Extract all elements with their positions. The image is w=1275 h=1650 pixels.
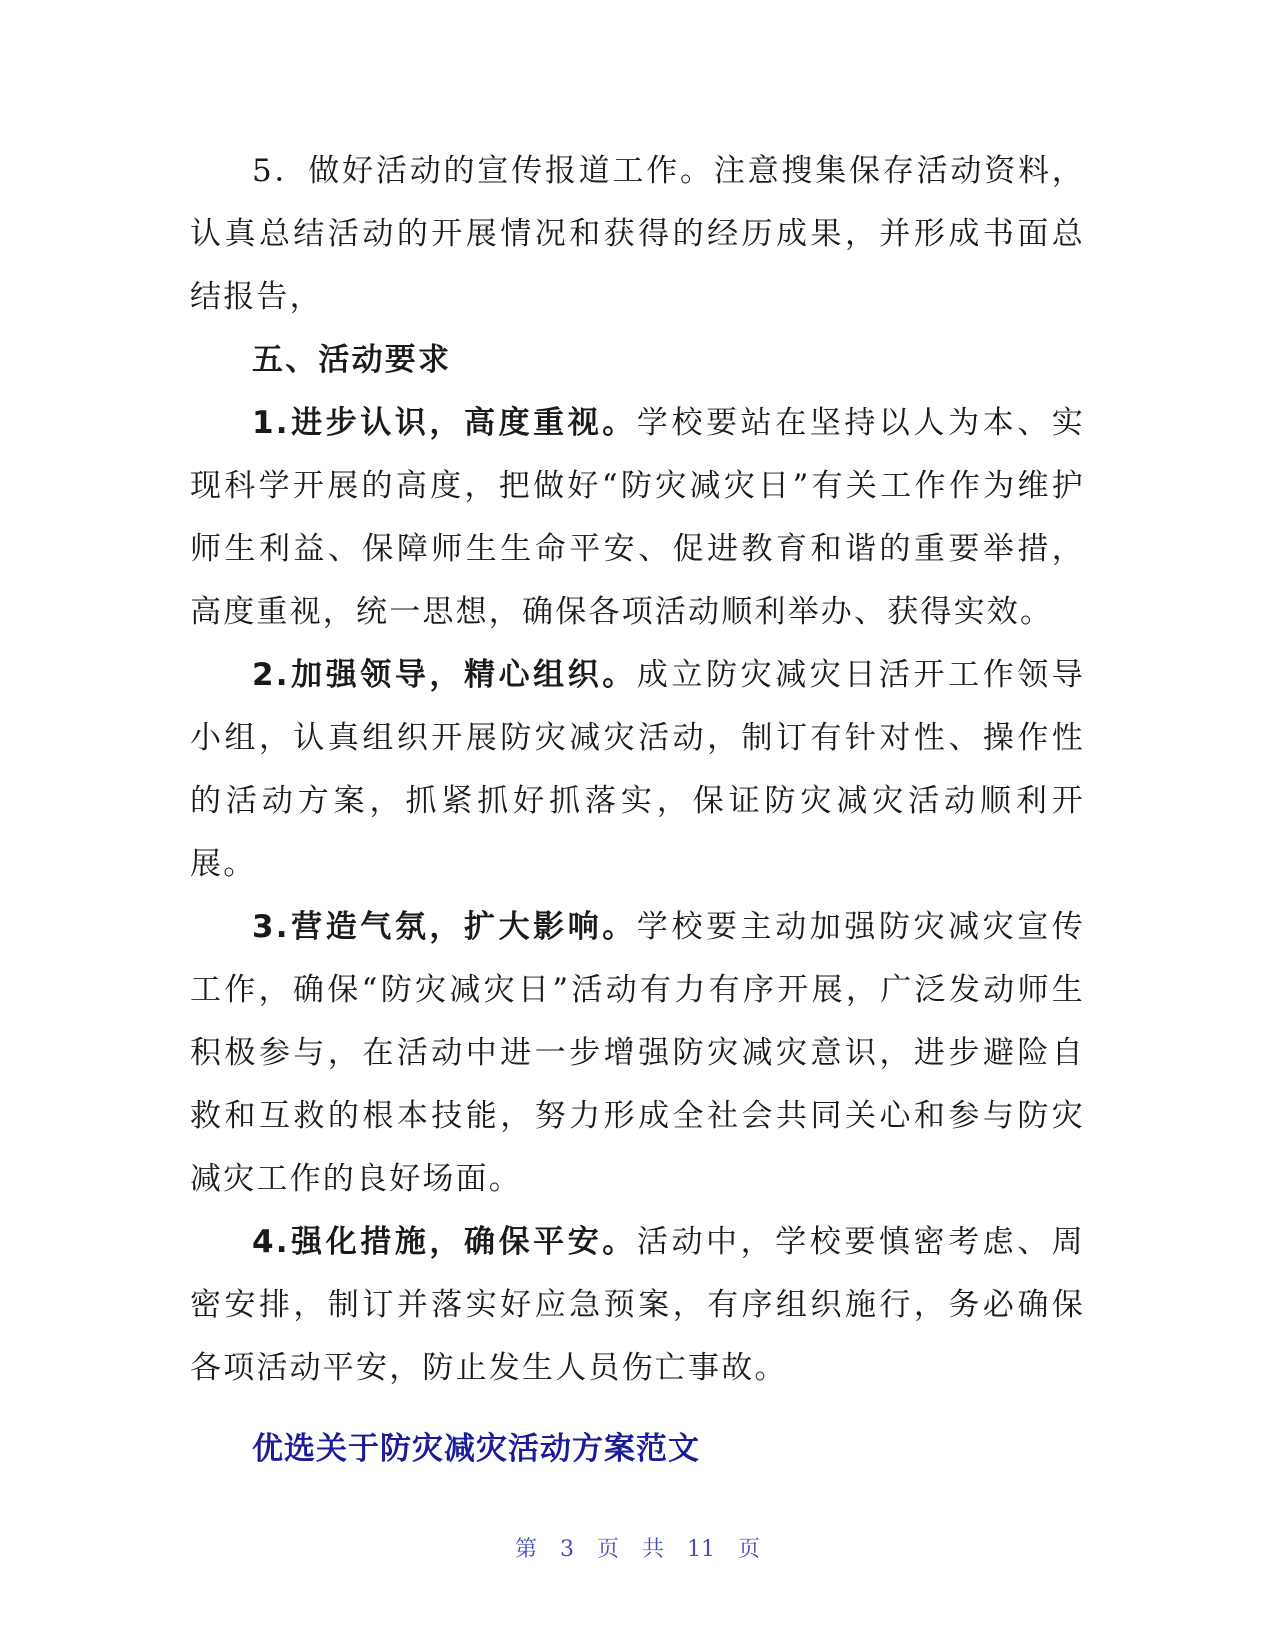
requirement-3-lead: 3.营造气氛，扩大影响。 (252, 909, 637, 945)
requirement-2 (190, 644, 1085, 896)
section-heading: 五、活动要求 (252, 342, 452, 378)
page-footer (0, 1532, 1275, 1563)
next-article-title[interactable]: 优选关于防灾减灾活动方案范文 (252, 1431, 700, 1467)
document-body (190, 140, 1085, 1481)
footer-total-prefix: 共 (642, 1537, 665, 1562)
requirement-3-text: 学校要主动加强防灾减灾宣传工作，确保“防灾减灾日”活动有力有序开展，广泛发动师生积极参与，在活动中进一步增强防灾减灾意识，进步避险自救和互救的根本技能，努力形成全社会共同关心和参与防灾减灾工作的良好场面。 (190, 909, 1085, 1197)
requirement-2-lead: 2.加强领导，精心组织。 (252, 657, 637, 693)
requirement-4-lead: 4.强化措施，确保平安。 (252, 1224, 637, 1260)
requirement-3 (190, 896, 1085, 1211)
paragraph-item-5: 5．做好活动的宣传报道工作。注意搜集保存活动资料，认真总结活动的开展情况和获得的经历成果，并形成书面总结报告， (190, 153, 1085, 315)
requirement-1 (190, 392, 1085, 644)
requirement-4-text: 活动中，学校要慎密考虑、周密安排，制订并落实好应急预案，有序组织施行，务必确保各项活动平安，防止发生人员伤亡事故。 (190, 1224, 1085, 1386)
footer-current-page: 3 (559, 1537, 574, 1562)
footer-prefix: 第 (514, 1537, 537, 1562)
footer-total-pages: 11 (687, 1537, 716, 1562)
footer-total-unit: 页 (738, 1537, 761, 1562)
requirement-4 (190, 1211, 1085, 1400)
footer-page-unit: 页 (596, 1537, 619, 1562)
requirement-1-lead: 1.进步认识，高度重视。 (252, 405, 637, 441)
requirement-2-text: 成立防灾减灾日活开工作领导小组，认真组织开展防灾减灾活动，制订有针对性、操作性的活动方案，抓紧抓好抓落实，保证防灾减灾活动顺利开展。 (190, 657, 1085, 882)
requirement-1-text: 学校要站在坚持以人为本、实现科学开展的高度，把做好“防灾减灾日”有关工作作为维护师生利益、保障师生生命平安、促进教育和谐的重要举措，高度重视，统一思想，确保各项活动顺利举办、获得实效。 (190, 405, 1085, 630)
